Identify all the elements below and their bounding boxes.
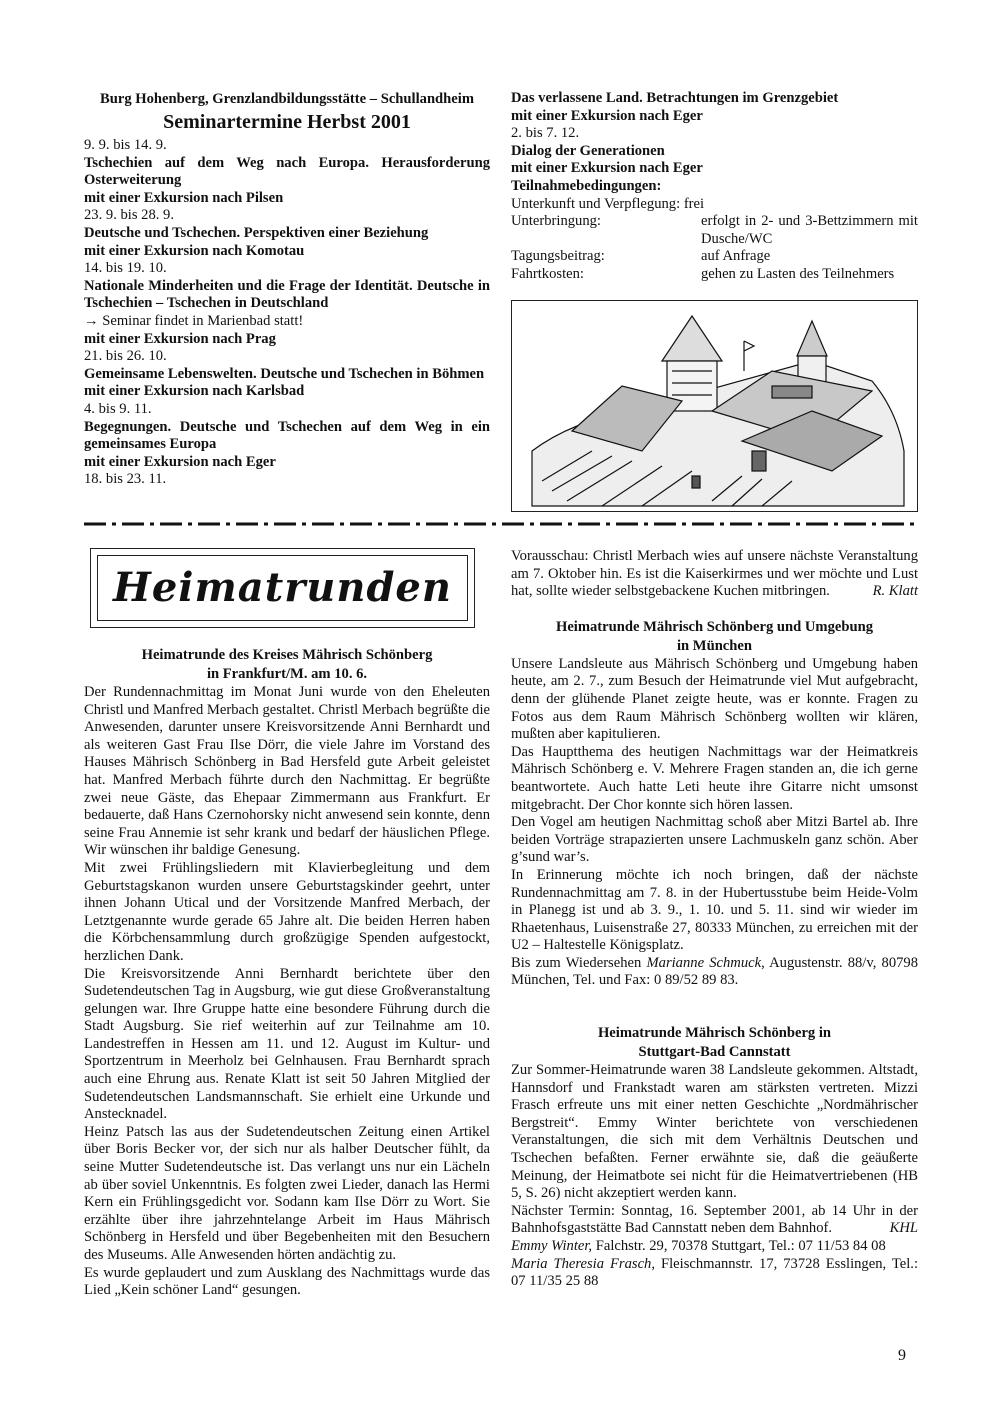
seminar-topic: Dialog der Generationen [511,142,665,159]
article-title: Heimatrunde Mährisch Schönberg und Umgebung [555,618,874,635]
seminar-item [84,137,490,207]
condition-value: erfolgt in 2- und 3-Bettzimmern mit Dusche/WC [701,213,918,247]
condition-key: Fahrtkosten: [511,265,584,282]
conditions-title: Teilnahmebedingungen: [511,177,662,194]
article-paragraph: Der Rundennachmittag im Monat Juni wurde von den Eheleuten Christl und Manfred Merbach gestaltet. Christl Merbach begrüßte die Anwesenden, darunter unsere Kreisvorsitzende Anni Bernhardt und als weiteren Gast Frau Ilse Dörr, die viele Jahre im Vorstand des Hauses Mährisch Schönberg in Bad Hersfeld gute Arbeit geleistet hat. Manfred Merbach führte durch den Nachmittag. Er begrüßte zwei neue Gäste, das Ehepaar Zimmermann aus Frankfurt. Er bedauerte, daß Hans Czernohorsky nicht anwesend sein konnte, denn seine Frau Annemie ist sehr krank und bedarf der häuslichen Pflege. Wir wünschen ihr baldige Genesung. [84,684,490,859]
seminar-excursion: mit einer Exkursion nach Eger [84,453,276,470]
condition-lodging [511,196,918,214]
article-paragraph: Zur Sommer-Heimatrunde waren 38 Landsleute gekommen. Altstadt, Hannsdorf und Frankstadt waren am stärksten vertreten. Mizzi Frasch erfreute uns mit einer netten Geschichte „Nordmährischer Bergstreit“. Emmy Winter berichtete von verschiedenen Veranstaltungen, die sich mit dem Verhältnis Deutschen und Tschechen befaßten. Ferner erwähnte sie, daß die geäußerte Meinung, der Heimatbote sei nicht für die Heimatvertriebenen (HB 5, S. 26) nicht akzeptiert werden kann. [511,1062,918,1202]
castle-drawing-icon [512,301,918,512]
seminar-note: → Seminar findet in Marienbad statt! [84,312,304,329]
contact [511,1256,918,1291]
seminar-dates: 18. bis 23. 11. [84,471,167,488]
conditions-table [511,213,918,283]
seminar-title: Seminartermine Herbst 2001 [163,111,411,133]
article-paragraph: In Erinnerung möchte ich noch bringen, daß der nächste Rundennachmittag am 7. 8. in der Hubertusstube beim Heide-Volm in Planegg ist und ab 3. 9., 1. 10. und 5. 11. sind wir wieder im Rhaetenhaus, Luisenstraße 27, 80333 München, zu erreichen mit der U2 – Haltestelle Königsplatz. [511,866,918,954]
page-number: 9 [898,1347,906,1364]
article-title: Heimatrunde Mährisch Schönberg in [597,1025,832,1042]
article-title: Heimatrunde des Kreises Mährisch Schönberg [141,647,433,663]
castle-illustration [511,300,918,512]
seminar-excursion: mit einer Exkursion nach Karlsbad [84,383,305,400]
article-paragraph: Unsere Landsleute aus Mährisch Schönberg und Umgebung haben heute, am 2. 7., zum Besuch der Heimatrunde viel Mut aufgebracht, denn der glühende Planet zeigte heute, was er konnte. Fragen zu Fotos aus dem Raum Mährisch Schönberg wollten wir klären, mußten aber kapitulieren. [511,655,918,743]
condition-value: auf Anfrage [701,248,771,265]
seminar-excursion: mit einer Exkursion nach Eger [511,160,703,177]
seminar-excursion: mit einer Exkursion nach Pilsen [84,189,284,206]
article-paragraph: Den Vogel am heutigen Nachmittag schoß aber Mitzi Bartel ab. Ihre beiden Vorträge strapazierten unsere Lachmuskeln ganz schön. Aber g’sund war’s. [511,814,918,866]
seminar-item [84,260,490,348]
condition-key: Unterbringung: [511,213,601,230]
seminar-column-left [84,90,490,489]
contact-name: Maria Theresia Frasch, [511,1255,656,1272]
condition-key: Unterkunft und Verpflegung: [511,195,681,212]
seminar-dates: 21. bis 26. 10. [84,348,167,365]
seminar-item [84,348,490,401]
seminar-topic: Deutsche und Tschechen. Perspektiven einer Beziehung [84,224,429,241]
condition-row [511,248,918,266]
condition-key: Tagungsbeitrag: [511,248,605,265]
seminar-dates: 4. bis 9. 11. [84,400,152,417]
frankfurt-column [84,548,490,1300]
preview-text: Vorausschau: Christl Merbach wies auf unsere nächste Veranstaltung am 7. Oktober hin. Es ist die Kaiserkirmes und wer möchte und Lust hat, sollte wieder selbstgebackene Kuchen mitbringen. [511,548,918,600]
contact-address: Falchstr. 29, 70378 Stuttgart, Tel.: 07 11/53 84 08 [595,1238,886,1254]
seminar-item [84,401,490,489]
seminar-dates: 2. bis 7. 12. [511,125,580,142]
seminar-dates: 9. 9. bis 14. 9. [84,137,167,153]
banner-title: Heimatrunden [113,564,452,612]
seminar-excursion: mit einer Exkursion nach Eger [511,107,703,124]
article-subtitle: Stuttgart-Bad Cannstatt [638,1044,791,1061]
seminar-topic: Begegnungen. Deutsche und Tschechen auf dem Weg in ein gemeinsames Europa [84,418,490,453]
seminar-org: Burg Hohenberg, Grenzlandbildungsstätte – Schullandheim [100,91,474,107]
closing-address: Augustenstr. 88/v, 80798 München, Tel. und Fax: 0 89/52 89 83. [511,954,919,989]
seminar-topic: Das verlassene Land. Betrachtungen im Grenzgebiet [511,90,839,106]
next-date [511,1203,918,1238]
condition-row [511,266,918,284]
seminar-excursion: mit einer Exkursion nach Prag [84,330,276,347]
article-paragraph: Das Hauptthema des heutigen Nachmittags war der Heimatkreis Mährisch Schönberg e. V. Mehrere Fragen standen an, die ich gerne beantwortete. Auch hatte Leti heute ihre Gitarre nicht umsonst mitgebracht. Der Chor konnte sich hören lassen. [511,743,918,813]
banner-frame [97,555,468,621]
article-paragraph: Es wurde geplaudert und zum Ausklang des Nachmittags wurde das Lied „Kein schöner Land“ gesungen. [84,1264,490,1299]
article-paragraph: Heinz Patsch las aus der Sudetendeutschen Zeitung einen Artikel über Boris Becker vor, der sich nur als halber Deutscher fühlt, da seine Mutter Sudetendeutsche ist. Das verlangt uns nur ein Lächeln ab über soviel Unkenntnis. Es folgten zwei Lieder, danach las Hermi Kern ein Frühlingsgedicht vor. Sodann kam Ilse Dörr zu Wort. Sie erzählte über ihre jahrzehntelange Arbeit im Haus Mährisch Schönberg in Hersfeld und über Begebenheiten mit den Besuchern des Museums. Alle Anwesenden hörten andächtig zu. [84,1123,490,1263]
article-author: R. Klatt [872,583,918,600]
seminar-excursion: mit einer Exkursion nach Komotau [84,242,305,259]
seminar-topic: Tschechien auf dem Weg nach Europa. Herausforderung Osterweiterung [84,154,490,189]
contact-name: Emmy Winter, [511,1238,593,1254]
closing-name: Marianne Schmuck, [646,954,765,971]
contact-address: Fleischmannstr. 17, 73728 Esslingen, Tel.: 07 11/35 25 88 [511,1255,919,1290]
article-closing [511,955,918,990]
seminar-topic: Nationale Minderheiten und die Frage der Identität. Deutsche in Tschechien – Tschechen in Deutschland [84,277,490,312]
article-subtitle: in Frankfurt/M. am 10. 6. [206,666,368,682]
right-column [511,548,918,1291]
next-date-text: Nächster Termin: Sonntag, 16. September 2001, ab 14 Uhr in der Bahnhofsgaststätte Bad Cannstatt neben dem Bahnhof. [511,1202,918,1237]
seminar-dates: 14. bis 19. 10. [84,260,167,277]
article-paragraph: Mit zwei Frühlingsliedern mit Klavierbegleitung und dem Geburtstagskanon wurden unsere Geburtstagskinder geehrt, unter ihnen Johann Utical und der Vorsitzende Manfred Merbach, der Letztgenannte wurde gerade 65 Jahre alt. Die beiden Herren haben die Körbchensammlung durch großzügige Spenden aufgestockt, herzlichen Dank. [84,859,490,964]
seminar-item [84,207,490,260]
signature: KHL [889,1220,918,1237]
condition-value: gehen zu Lasten des Teilnehmers [701,265,895,282]
article-subtitle: in München [676,637,752,654]
contact [511,1238,918,1256]
seminar-topic: Gemeinsame Lebenswelten. Deutsche und Tschechen in Böhmen [84,365,485,382]
condition-value: frei [683,195,705,212]
heimatrunden-banner [90,548,475,628]
closing-text: Bis zum Wiedersehen [511,954,642,971]
seminar-column-right [511,90,918,284]
article-paragraph: Die Kreisvorsitzende Anni Bernhardt berichtete über den Sudetendeutschen Tag in Augsburg, wie gut diese Großveranstaltung gelungen war. Ihre Gruppe hatte eine besondere Führung durch die Stadt Augsburg. Sie rief weiterhin auf zur Teilnahme am 10. Landestreffen in Hessen am 11. und 12. August im Kultur- und Sportzentrum in Meerholz bei Gelnhausen. Frau Bernhardt sprach auch eine Ehrung aus. Renate Klatt ist seit 50 Jahren Mitglied der Sudetendeutschen Landsmannschaft. Sie erhielt eine Urkunde und Anstecknadel. [84,965,490,1123]
condition-row [511,213,918,248]
seminar-dates: 23. 9. bis 28. 9. [84,207,174,224]
section-divider [84,520,918,528]
